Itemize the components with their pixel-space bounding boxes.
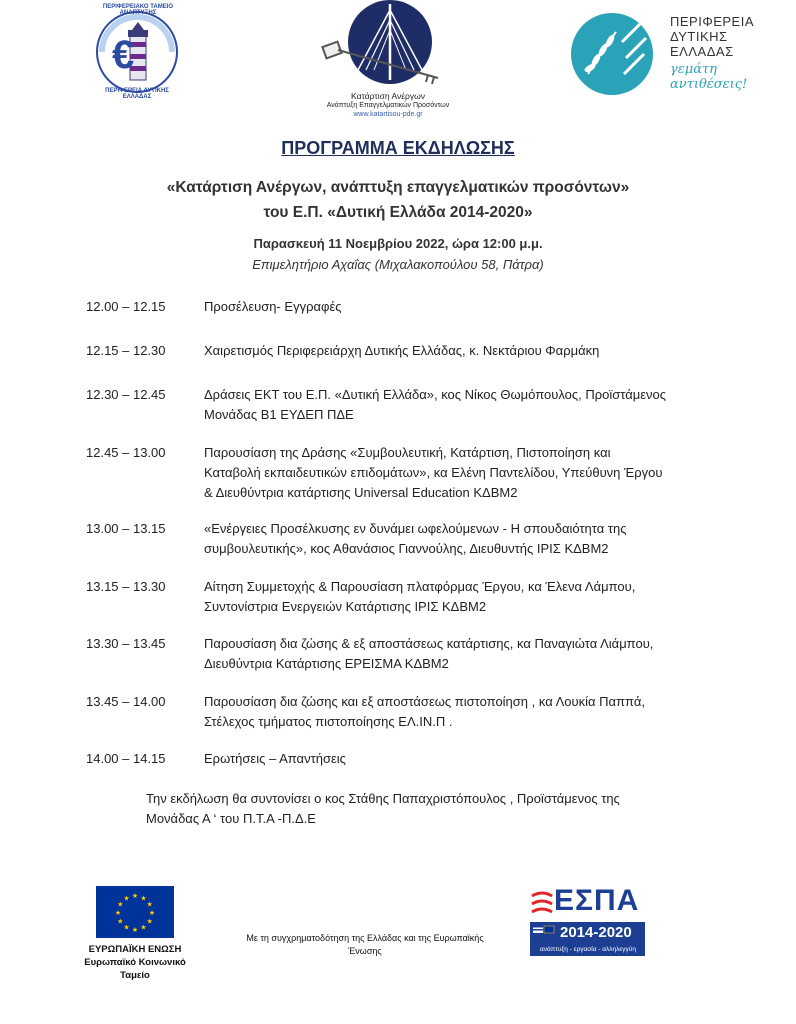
schedule-time: 12.30 – 12.45 xyxy=(86,387,166,402)
schedule-desc: «Ενέργειες Προσέλκυσης εν δυνάμει ωφελούμενων - Η σπουδαιότητα της xyxy=(204,521,627,536)
schedule-desc: Διευθύντρια Κατάρτισης ΕΡΕΙΣΜΑ ΚΔΒΜ2 xyxy=(204,656,449,671)
event-venue: Επιμελητήριο Αχαΐας (Μιχαλακοπούλου 58, Πάτρα) xyxy=(252,257,544,272)
schedule-time: 13.30 – 13.45 xyxy=(86,636,166,651)
schedule-desc: Χαιρετισμός Περιφερειάρχη Δυτικής Ελλάδας, κ. Νεκτάριου Φαρμάκη xyxy=(204,343,600,358)
schedule-time: 13.15 – 13.30 xyxy=(86,579,166,594)
schedule-desc: Ερωτήσεις – Απαντήσεις xyxy=(204,751,346,766)
svg-text:★: ★ xyxy=(140,923,147,932)
page-title: ΠΡΟΓΡΑΜΜΑ ΕΚΔΗΛΩΣΗΣ xyxy=(281,138,515,158)
espa-logo xyxy=(530,884,645,958)
svg-text:★: ★ xyxy=(123,894,130,903)
schedule-time: 14.00 – 14.15 xyxy=(86,751,166,766)
eu-caption-line1: ΕΥΡΩΠΑΪΚΗ ΕΝΩΣΗ xyxy=(88,944,182,955)
schedule-desc: Μονάδας Β1 ΕΥΔΕΠ ΠΔΕ xyxy=(204,407,354,422)
coordinator-note xyxy=(146,789,686,829)
eu-caption-line3: Ταμείο xyxy=(120,970,150,981)
schedule-desc: συμβουλευτικής», κος Αθανάσιος Γιαννούλης, Διευθυντής ΙΡΙΣ ΚΔΒΜ2 xyxy=(204,541,609,556)
svg-text:★: ★ xyxy=(114,909,122,917)
event-date: Παρασκευή 11 Νοεμβρίου 2022, ώρα 12:00 μ.μ. xyxy=(253,236,543,251)
schedule-time: 13.00 – 13.15 xyxy=(86,521,166,536)
espa-slogan: ανάπτυξη - εργασία - αλληλεγγύη xyxy=(540,946,636,953)
cofund-line2: Ένωσης xyxy=(348,946,382,956)
schedule-desc: Αίτηση Συμμετοχής & Παρουσίαση πλατφόρμας Έργου, κα Έλενα Λάμπου, xyxy=(204,579,636,594)
schedule-time: 12.45 – 13.00 xyxy=(86,445,166,460)
espa-title: ΕΣΠΑ xyxy=(554,884,640,917)
region-line2: ΔΥΤΙΚΗΣ xyxy=(670,29,728,44)
schedule-desc: Στέλεχος τμήματος πιστοποίησης ΕΛ.ΙΝ.Π . xyxy=(204,714,453,729)
katartisi-logo xyxy=(318,0,458,122)
region-line3: ΕΛΛΑΔΑΣ xyxy=(670,44,734,59)
left-logo-bottom-text: ΠΕΡΙΦΕΡΕΙΑ ΔΥΤΙΚΗΣ ΕΛΛΑΔΑΣ xyxy=(105,88,169,100)
coordinator-line2: Μονάδας Α ‘ του Π.Τ.Α -Π.Δ.Ε xyxy=(146,811,316,826)
schedule-time: 12.15 – 12.30 xyxy=(86,343,166,358)
schedule-desc: Παρουσίαση της Δράσης «Συμβουλευτική, Κατάρτιση, Πιστοποίηση και xyxy=(204,445,611,460)
event-subtitle-line1: «Κατάρτιση Ανέργων, ανάπτυξη επαγγελματικών προσόντων» xyxy=(166,179,630,196)
svg-text:★: ★ xyxy=(131,926,139,934)
left-logo-arc-text: ΠΕΡΙΦΕΡΕΙΑΚΟ ΤΑΜΕΙΟ ΑΝΑΠΤΥΞΗΣ xyxy=(102,4,174,16)
eu-flag-icon xyxy=(96,886,174,938)
schedule-desc: Δράσεις ΕΚΤ του Ε.Π. «Δυτική Ελλάδα», κος Νίκος Θωμόπουλος, Προϊστάμενος xyxy=(204,387,667,402)
svg-text:★: ★ xyxy=(146,917,153,926)
eu-caption xyxy=(70,943,200,982)
center-logo-url: www.katartisou-pde.gr xyxy=(353,111,423,118)
center-logo-line2: Ανάπτυξη Επαγγελματικών Προσόντων xyxy=(326,102,450,109)
eu-caption-line2: Ευρωπαϊκό Κοινωνικό xyxy=(84,957,186,968)
schedule-desc: Παρουσίαση δια ζώσης & εξ αποστάσεως κατάρτισης, κα Παναγιώτα Λιάμπου, xyxy=(204,636,654,651)
region-line1: ΠΕΡΙΦΕΡΕΙΑ xyxy=(670,14,755,29)
svg-text:★: ★ xyxy=(146,900,153,909)
svg-text:★: ★ xyxy=(123,923,130,932)
svg-text:★: ★ xyxy=(131,892,139,900)
region-western-greece-emblem xyxy=(570,12,655,97)
svg-text:★: ★ xyxy=(117,900,124,909)
schedule-desc: Συντονίστρια Ενεργειών Κατάρτισης ΙΡΙΣ ΚΔΒΜ2 xyxy=(204,599,487,614)
center-logo-line1: Κατάρτιση Ανέργων xyxy=(351,91,425,101)
event-subtitle-line2: του Ε.Π. «Δυτική Ελλάδα 2014-2020» xyxy=(263,204,533,221)
cofund-line1: Με τη συγχρηματοδότηση της Ελλάδας και της Ευρωπαϊκής xyxy=(246,933,484,943)
schedule-desc: Παρουσίαση δια ζώσης και εξ αποστάσεως πιστοποίηση , κα Λουκία Παππά, xyxy=(204,694,645,709)
schedule-time: 13.45 – 14.00 xyxy=(86,694,166,709)
svg-text:★: ★ xyxy=(117,917,124,926)
svg-text:★: ★ xyxy=(148,909,156,917)
svg-text:€: € xyxy=(112,33,135,77)
regional-development-fund-logo xyxy=(92,4,182,100)
schedule-desc: Καταβολή εκπαιδευτικών επιδομάτων», κα Ελένη Παντελίδου, Υπεύθυνη Έργου xyxy=(204,465,663,480)
cofunding-note xyxy=(200,932,530,958)
svg-text:★: ★ xyxy=(140,894,147,903)
espa-years: 2014-2020 xyxy=(560,924,632,941)
schedule-desc: & Διευθύντρια κατάρτισης Universal Education ΚΔΒΜ2 xyxy=(204,485,518,500)
schedule-desc: Προσέλευση- Εγγραφές xyxy=(204,299,342,314)
region-western-greece-wordmark xyxy=(670,14,795,92)
region-slogan: γεμάτη αντιθέσεις! xyxy=(670,62,748,92)
schedule-time: 12.00 – 12.15 xyxy=(86,299,166,314)
coordinator-line1: Την εκδήλωση θα συντονίσει ο κος Στάθης Παπαχριστόπουλος , Προϊστάμενος της xyxy=(146,791,620,806)
